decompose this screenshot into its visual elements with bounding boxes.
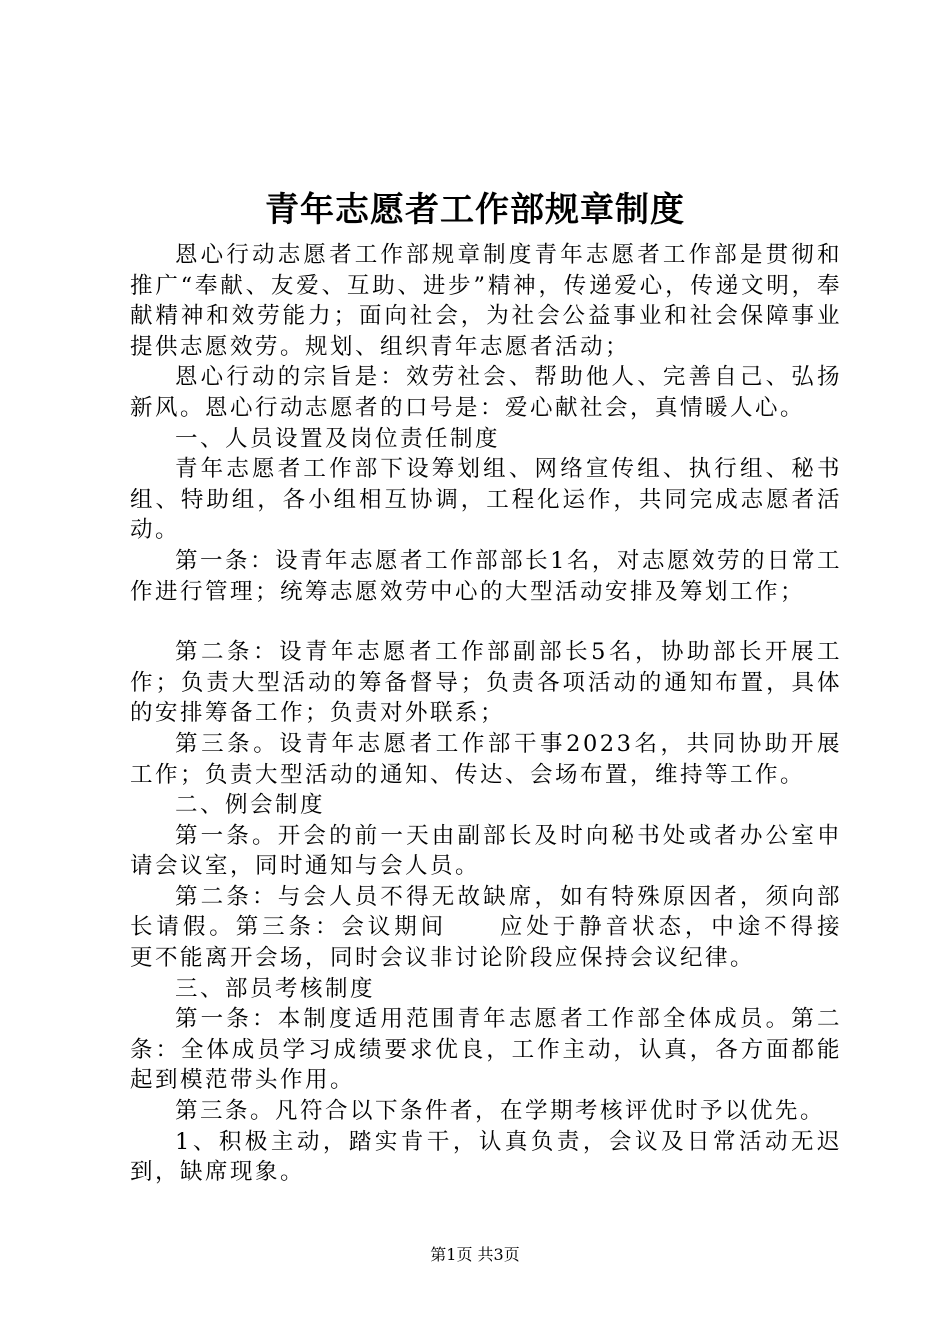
page-title: 青年志愿者工作部规章制度	[265, 190, 685, 230]
paragraph-intro: 恩心行动志愿者工作部规章制度青年志愿者工作部是贯彻和推广“奉献、友爱、互助、进步”精神，传递爱心，传递文明，奉献精神和效劳能力；面向社会，为社会公益事业和社会保障事业提供志愿效劳。规划、组织青年志愿者活动；	[130, 242, 842, 360]
section-heading-staffing: 一、人员设置及岗位责任制度	[175, 425, 501, 452]
document-body	[130, 240, 893, 1188]
page-number: 第1页 共3页	[430, 1245, 520, 1264]
paragraph-criteria-1: 1、积极主动，踏实肯干，认真负责，会议及日常活动无迟到，缺席现象。	[130, 1128, 842, 1186]
paragraph-meeting-article-2: 第二条：与会人员不得无故缺席，如有特殊原因者，须向部长请假。第三条：会议期间 应处于静音状态，中途不得接 更不能离开会场，同时会议非讨论阶段应保持会议纪律。	[130, 883, 893, 972]
paragraph-article-2: 第二条：设青年志愿者工作部副部长5名，协助部长开展工作；负责大型活动的筹备督导；负责各项活动的通知布置，具体的安排筹备工作；负责对外联系；	[130, 639, 842, 727]
paragraph-meeting-article-1: 第一条。开会的前一天由副部长及时向秘书处或者办公室申请会议室，同时通知与会人员。	[130, 822, 842, 880]
section-heading-meetings: 二、例会制度	[175, 792, 326, 819]
paragraph-article-3: 第三条。设青年志愿者工作部干事2023名，共同协助开展工作；负责大型活动的通知、传达、会场布置，维持等工作。	[130, 730, 842, 788]
paragraph-groups: 青年志愿者工作部下设筹划组、网络宣传组、执行组、秘书组、特助组，各小组相互协调，工程化运作，共同完成志愿者活动。	[130, 456, 842, 544]
paragraph-article-1: 第一条：设青年志愿者工作部部长1名，对志愿效劳的日常工作进行管理；统筹志愿效劳中心的大型活动安排及筹划工作；	[130, 547, 842, 605]
paragraph-assessment-articles: 第一条：本制度适用范围青年志愿者工作部全体成员。第二条：全体成员学习成绩要求优良，工作主动，认真，各方面都能起到模范带头作用。	[130, 1006, 842, 1094]
section-heading-assessment: 三、部员考核制度	[175, 975, 376, 1002]
paragraph-assessment-article-3: 第三条。凡符合以下条件者，在学期考核评优时予以优先。	[175, 1098, 826, 1125]
paragraph-purpose: 恩心行动的宗旨是：效劳社会、帮助他人、完善自己、弘扬新风。恩心行动志愿者的口号是：爱心献社会，真情暖人心。	[130, 364, 842, 421]
